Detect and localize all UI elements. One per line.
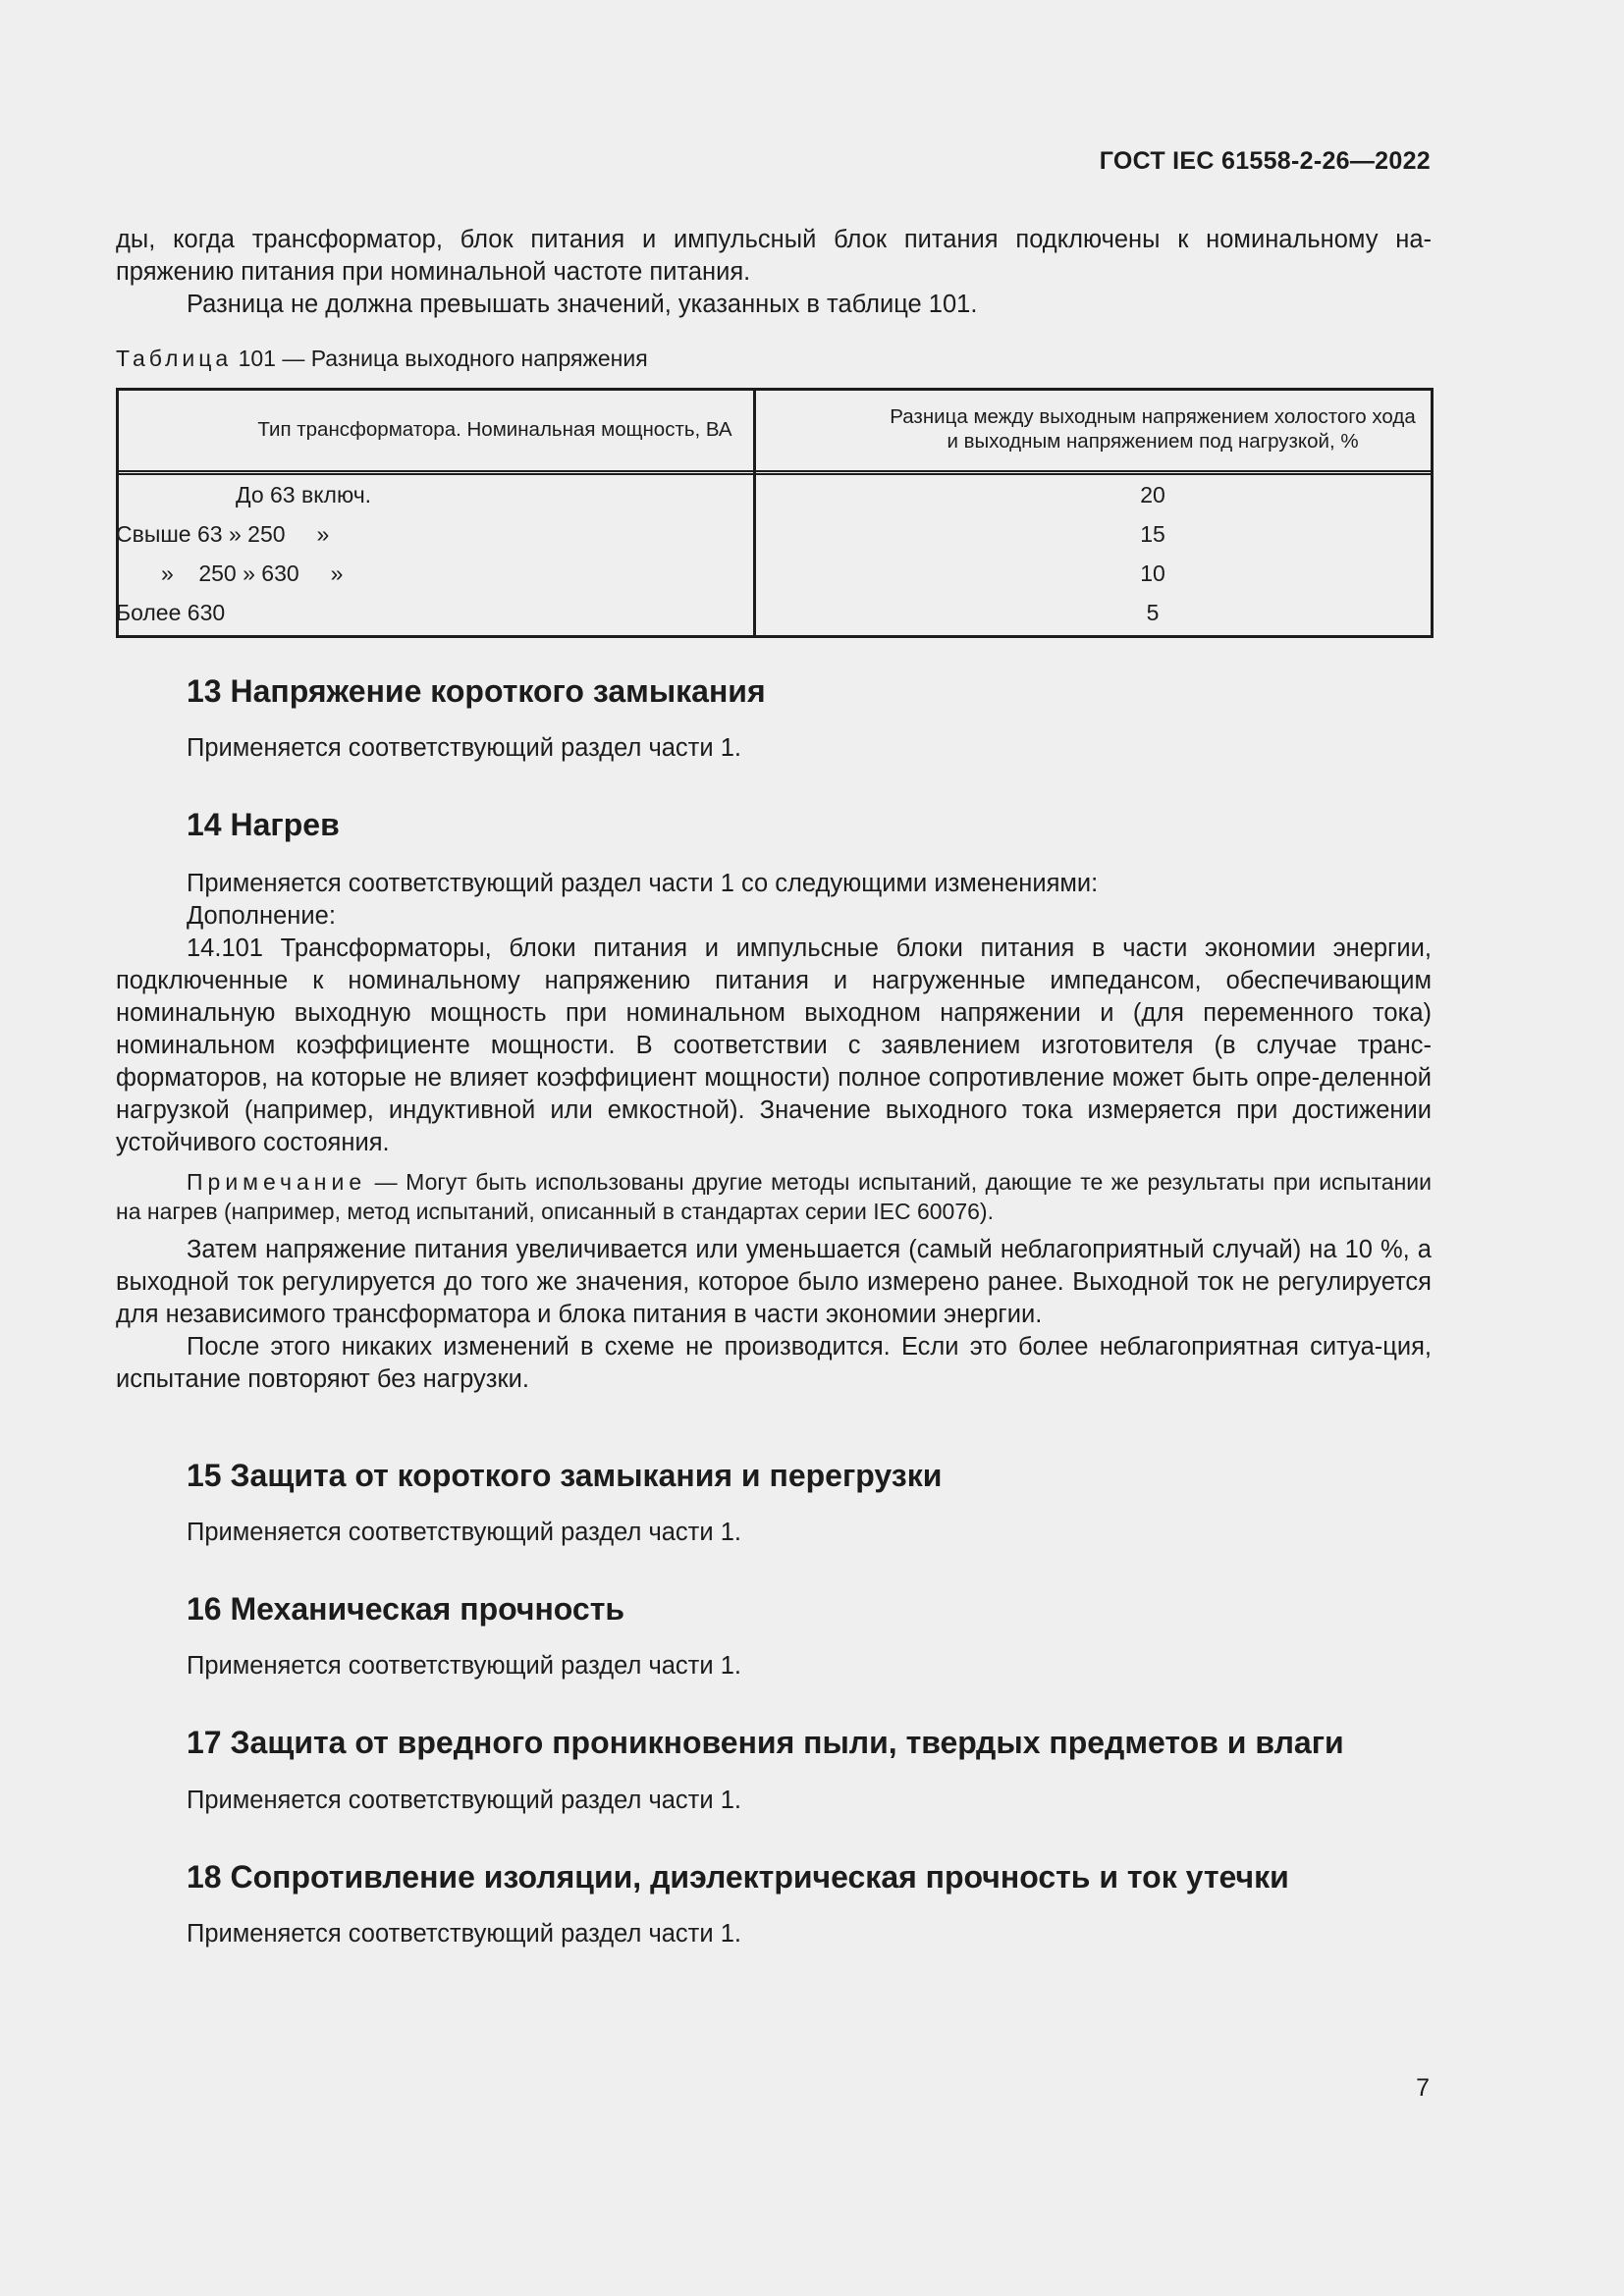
section-15-text: Применяется соответствующий раздел части 1. (187, 1519, 741, 1546)
table-caption (116, 346, 648, 372)
section-16-text: Применяется соответствующий раздел части 1. (187, 1652, 741, 1680)
table-row (116, 593, 1432, 632)
intro-line-1: ды, когда трансформатор, блок питания и импульсный блок питания подключены к номинальному на- (116, 226, 1432, 253)
table-cell-type: Свыше 63 » 250 » (116, 520, 330, 547)
note-word: Примечание (187, 1169, 367, 1195)
section-14-para-2: Затем напряжение питания увеличивается или уменьшается (самый неблагоприятный случай) на 10 %, а выходной ток регулируется до того же значения, которое было измерено ранее. Выходной ток не регулируется для независимого трансформатора и блока питания в части экономии энергии. (116, 1236, 1432, 1328)
table-header-difference-line-2: и выходным напряжением под нагрузкой, % (947, 430, 1359, 453)
intro-line-3: Разница не должна превышать значений, указанных в таблице 101. (187, 291, 978, 318)
section-14-para-3: После этого никаких изменений в схеме не производится. Если это более неблагоприятная ситуа-ция, испытание повторяют без нагрузки. (116, 1333, 1432, 1393)
table-header-type-text: Тип трансформатора. Номинальная мощность, ВА (257, 417, 732, 441)
section-18-text: Применяется соответствующий раздел части 1. (187, 1920, 741, 1948)
table-caption-text: 101 — Разница выходного напряжения (238, 346, 648, 371)
table-cell-value: 10 (1140, 560, 1165, 586)
table-row (116, 473, 1432, 515)
table-row (116, 514, 1432, 554)
section-16-title: 16 Механическая прочность (187, 1591, 625, 1627)
page-number: 7 (1416, 2074, 1430, 2102)
section-14-para-1: 14.101 Трансформаторы, блоки питания и импульсные блоки питания в части экономии энергии, подключенные к номинальному напряжению питания и нагруженные импедансом, обеспечивающим номинальную выходную мощность при номинальном выходном напряжении и (для переменного тока) номинальном коэффициенте мощности. В соответствии с заявлением изготовителя (в случае транс-форматоров, на которые не влияет коэффициент мощности) полное сопротивление может быть опре-деленной нагрузкой (например, индуктивной или емкостной). Значение выходного тока измеряется при достижении устойчивого состояния. (116, 934, 1432, 1156)
table-cell-type: » 250 » 630 » (161, 560, 344, 586)
table-cell-value: 15 (1140, 520, 1165, 547)
section-18-title: 18 Сопротивление изоляции, диэлектрическая прочность и ток утечки (187, 1859, 1289, 1895)
section-14-note (116, 1167, 1432, 1226)
table-header-row (116, 388, 1432, 473)
table-header-type (116, 388, 874, 473)
intro-line-2: пряжению питания при номинальной частоте питания. (116, 258, 751, 286)
section-17-text: Применяется соответствующий раздел части 1. (187, 1787, 741, 1814)
intro-paragraph (116, 224, 1432, 321)
section-14-line-1: Применяется соответствующий раздел части 1 со следующими изменениями: (187, 870, 1099, 897)
section-13-title: 13 Напряжение короткого замыкания (187, 673, 766, 709)
voltage-difference-table (116, 388, 1432, 632)
table-cell-type: До 63 включ. (236, 481, 372, 507)
table-header-difference-line-1: Разница между выходным напряжением холостого хода (890, 405, 1416, 428)
table-cell-type: Более 630 (116, 599, 226, 625)
section-17-title: 17 Защита от вредного проникновения пыли, твердых предметов и влаги (187, 1725, 1344, 1760)
table-cell-value: 5 (1146, 599, 1160, 625)
table-caption-word: Таблица (116, 346, 233, 371)
note-text: — Могут быть использованы другие методы испытаний, дающие те же результаты при испытании на нагрев (например, метод испытаний, описанный в стандартах серии IEC 60076). (116, 1169, 1432, 1224)
section-14-title: 14 Нагрев (187, 807, 340, 842)
section-13-text: Применяется соответствующий раздел части 1. (187, 734, 741, 762)
standard-header: ГОСТ IEC 61558-2-26—2022 (1099, 147, 1431, 175)
section-14-line-2: Дополнение: (187, 902, 336, 930)
section-14-body (116, 868, 1432, 1396)
table-header-difference (874, 388, 1432, 473)
table-cell-value: 20 (1140, 481, 1165, 507)
table-row (116, 554, 1432, 593)
section-15-title: 15 Защита от короткого замыкания и перегрузки (187, 1458, 943, 1493)
